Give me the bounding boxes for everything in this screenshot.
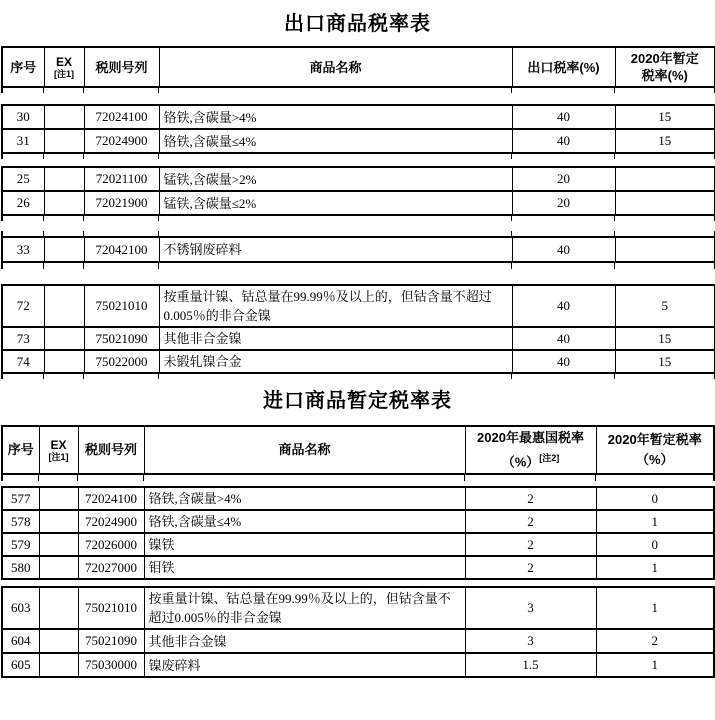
header-prov-line2: （%） [635, 452, 674, 467]
name-cell: 铬铁,含碳量>4% [159, 105, 512, 129]
table-row [2, 129, 715, 153]
code-cell: 72021100 [84, 167, 159, 191]
code-cell: 72024100 [84, 105, 159, 129]
spacer [1, 93, 715, 104]
header-name: 商品名称 [159, 47, 512, 87]
name-cell: 锰铁,含碳量≤2% [159, 191, 512, 215]
export-block-3 [1, 236, 715, 263]
table-row [2, 105, 715, 129]
header-prov-line2: 税率(%) [641, 68, 688, 83]
cut-row-lines [1, 231, 715, 236]
ex-cell [39, 533, 78, 556]
name-cell: 未锻轧镍合金 [159, 350, 512, 373]
ex-cell [39, 556, 78, 579]
prov-cell: 2 [596, 629, 714, 653]
seq-cell: 577 [2, 487, 39, 510]
mfn-cell: 3 [465, 587, 596, 629]
table-row [2, 327, 715, 350]
ex-cell [39, 653, 78, 677]
spacer [1, 415, 715, 425]
cut-row-lines [1, 88, 715, 93]
header-prov-line1: 2020年暂定 [630, 51, 699, 66]
header-rate: 出口税率(%) [512, 47, 615, 87]
import-table-title: 进口商品暂定税率表 [263, 390, 452, 412]
ex-cell [44, 327, 84, 350]
export-table-header [1, 46, 715, 88]
rate-cell: 40 [512, 237, 615, 262]
code-cell: 72026000 [78, 533, 144, 556]
export-block-4 [1, 284, 715, 374]
ex-cell [44, 129, 84, 153]
cut-row-lines [1, 216, 715, 221]
prov-cell: 15 [615, 129, 715, 153]
code-cell: 72024900 [78, 510, 144, 533]
rate-cell: 20 [512, 191, 615, 215]
seq-cell: 31 [2, 129, 44, 153]
code-cell: 75021010 [84, 285, 159, 327]
header-mfn-line2: （%） [501, 454, 540, 470]
table-row [2, 556, 714, 579]
seq-cell: 73 [2, 327, 44, 350]
export-block-2 [1, 166, 715, 216]
seq-cell: 603 [2, 587, 39, 629]
seq-cell: 579 [2, 533, 39, 556]
prov-cell: 1 [596, 653, 714, 677]
header-name: 商品名称 [144, 426, 465, 474]
header-prov-line1: 2020年暂定税率 [607, 432, 702, 447]
name-cell: 其他非合金镍 [159, 327, 512, 350]
seq-cell: 74 [2, 350, 44, 373]
seq-cell: 578 [2, 510, 39, 533]
prov-cell: 15 [615, 327, 715, 350]
header-ex-label: EX [55, 54, 72, 69]
header-ex-note: [注1] [48, 451, 69, 462]
code-cell: 75030000 [78, 653, 144, 677]
header-mfn-note: [注2] [539, 452, 560, 463]
rate-cell: 40 [512, 129, 615, 153]
header-ex [39, 426, 78, 474]
code-cell: 72024100 [78, 487, 144, 510]
ex-cell [44, 237, 84, 262]
spacer [1, 269, 715, 284]
spacer [1, 0, 715, 10]
code-cell: 75021090 [84, 327, 159, 350]
cut-row-lines [1, 154, 715, 159]
header-prov [615, 47, 715, 87]
mfn-cell: 2 [465, 533, 596, 556]
prov-cell: 0 [596, 487, 714, 510]
rate-cell: 20 [512, 167, 615, 191]
seq-cell: 25 [2, 167, 44, 191]
ex-cell [44, 191, 84, 215]
code-cell: 72021900 [84, 191, 159, 215]
table-row [2, 587, 714, 629]
prov-cell: 15 [615, 105, 715, 129]
seq-cell: 33 [2, 237, 44, 262]
prov-cell: 1 [596, 587, 714, 629]
header-seq: 序号 [2, 47, 44, 87]
ex-cell [39, 587, 78, 629]
prov-cell [615, 237, 715, 262]
mfn-cell: 3 [465, 629, 596, 653]
ex-cell [44, 105, 84, 129]
ex-cell [44, 167, 84, 191]
name-cell: 钼铁 [144, 556, 465, 579]
spacer [1, 379, 715, 387]
ex-cell [44, 350, 84, 373]
name-cell: 锰铁,含碳量>2% [159, 167, 512, 191]
cut-row-lines [1, 475, 715, 481]
code-cell: 72042100 [84, 237, 159, 262]
code-cell: 72027000 [78, 556, 144, 579]
code-cell: 75021090 [78, 629, 144, 653]
table-row [2, 510, 714, 533]
header-ex-label: EX [50, 437, 67, 452]
table-row [2, 350, 715, 373]
prov-cell: 0 [596, 533, 714, 556]
table-row [2, 533, 714, 556]
spacer [1, 159, 715, 166]
mfn-cell: 2 [465, 510, 596, 533]
header-ex [44, 47, 84, 87]
table-row [2, 653, 714, 677]
table-row [2, 629, 714, 653]
header-row [2, 47, 715, 87]
table-row [2, 285, 715, 327]
name-cell: 铬铁,含碳量≤4% [159, 129, 512, 153]
seq-cell: 605 [2, 653, 39, 677]
prov-cell [615, 191, 715, 215]
header-ex-note: [注1] [54, 68, 74, 79]
code-cell: 75022000 [84, 350, 159, 373]
spacer [1, 38, 715, 46]
table-row [2, 167, 715, 191]
header-code: 税则号列 [84, 47, 159, 87]
import-block-1 [1, 486, 715, 580]
ex-cell [39, 629, 78, 653]
ex-cell [39, 510, 78, 533]
name-cell: 镍铁 [144, 533, 465, 556]
prov-cell: 1 [596, 556, 714, 579]
prov-cell: 15 [615, 350, 715, 373]
seq-cell: 604 [2, 629, 39, 653]
rate-cell: 40 [512, 350, 615, 373]
mfn-cell: 1.5 [465, 653, 596, 677]
prov-cell: 5 [615, 285, 715, 327]
header-mfn-line1: 2020年最惠国税率 [477, 429, 584, 445]
header-prov [596, 426, 714, 474]
ex-cell [44, 285, 84, 327]
mfn-cell: 2 [465, 487, 596, 510]
name-cell: 铬铁,含碳量>4% [144, 487, 465, 510]
name-cell: 不锈钢废碎料 [159, 237, 512, 262]
name-cell: 按重量计镍、钴总量在99.99％及以上的，但钴含量不超过0.005％的非合金镍 [144, 587, 465, 629]
header-mfn [465, 426, 596, 474]
header-seq: 序号 [2, 426, 39, 474]
seq-cell: 72 [2, 285, 44, 327]
export-block-1 [1, 104, 715, 154]
cut-row-lines [1, 263, 715, 269]
prov-cell [615, 167, 715, 191]
header-row [2, 426, 714, 474]
prov-cell: 1 [596, 510, 714, 533]
import-table-header [1, 425, 715, 475]
header-code: 税则号列 [78, 426, 144, 474]
cut-row-lines [1, 374, 715, 379]
rate-cell: 40 [512, 105, 615, 129]
code-cell: 72024900 [84, 129, 159, 153]
seq-cell: 580 [2, 556, 39, 579]
rate-cell: 40 [512, 285, 615, 327]
export-table-title: 出口商品税率表 [284, 13, 431, 35]
ex-cell [39, 487, 78, 510]
rate-cell: 40 [512, 327, 615, 350]
name-cell: 按重量计镍、钴总量在99.99％及以上的，但钴含量不超过0.005％的非合金镍 [159, 285, 512, 327]
table-row [2, 237, 715, 262]
name-cell: 铬铁,含碳量≤4% [144, 510, 465, 533]
import-block-2 [1, 586, 715, 678]
seq-cell: 30 [2, 105, 44, 129]
code-cell: 75021010 [78, 587, 144, 629]
table-row [2, 487, 714, 510]
mfn-cell: 2 [465, 556, 596, 579]
name-cell: 其他非合金镍 [144, 629, 465, 653]
spacer [1, 221, 715, 231]
name-cell: 镍废碎料 [144, 653, 465, 677]
table-row [2, 191, 715, 215]
seq-cell: 26 [2, 191, 44, 215]
